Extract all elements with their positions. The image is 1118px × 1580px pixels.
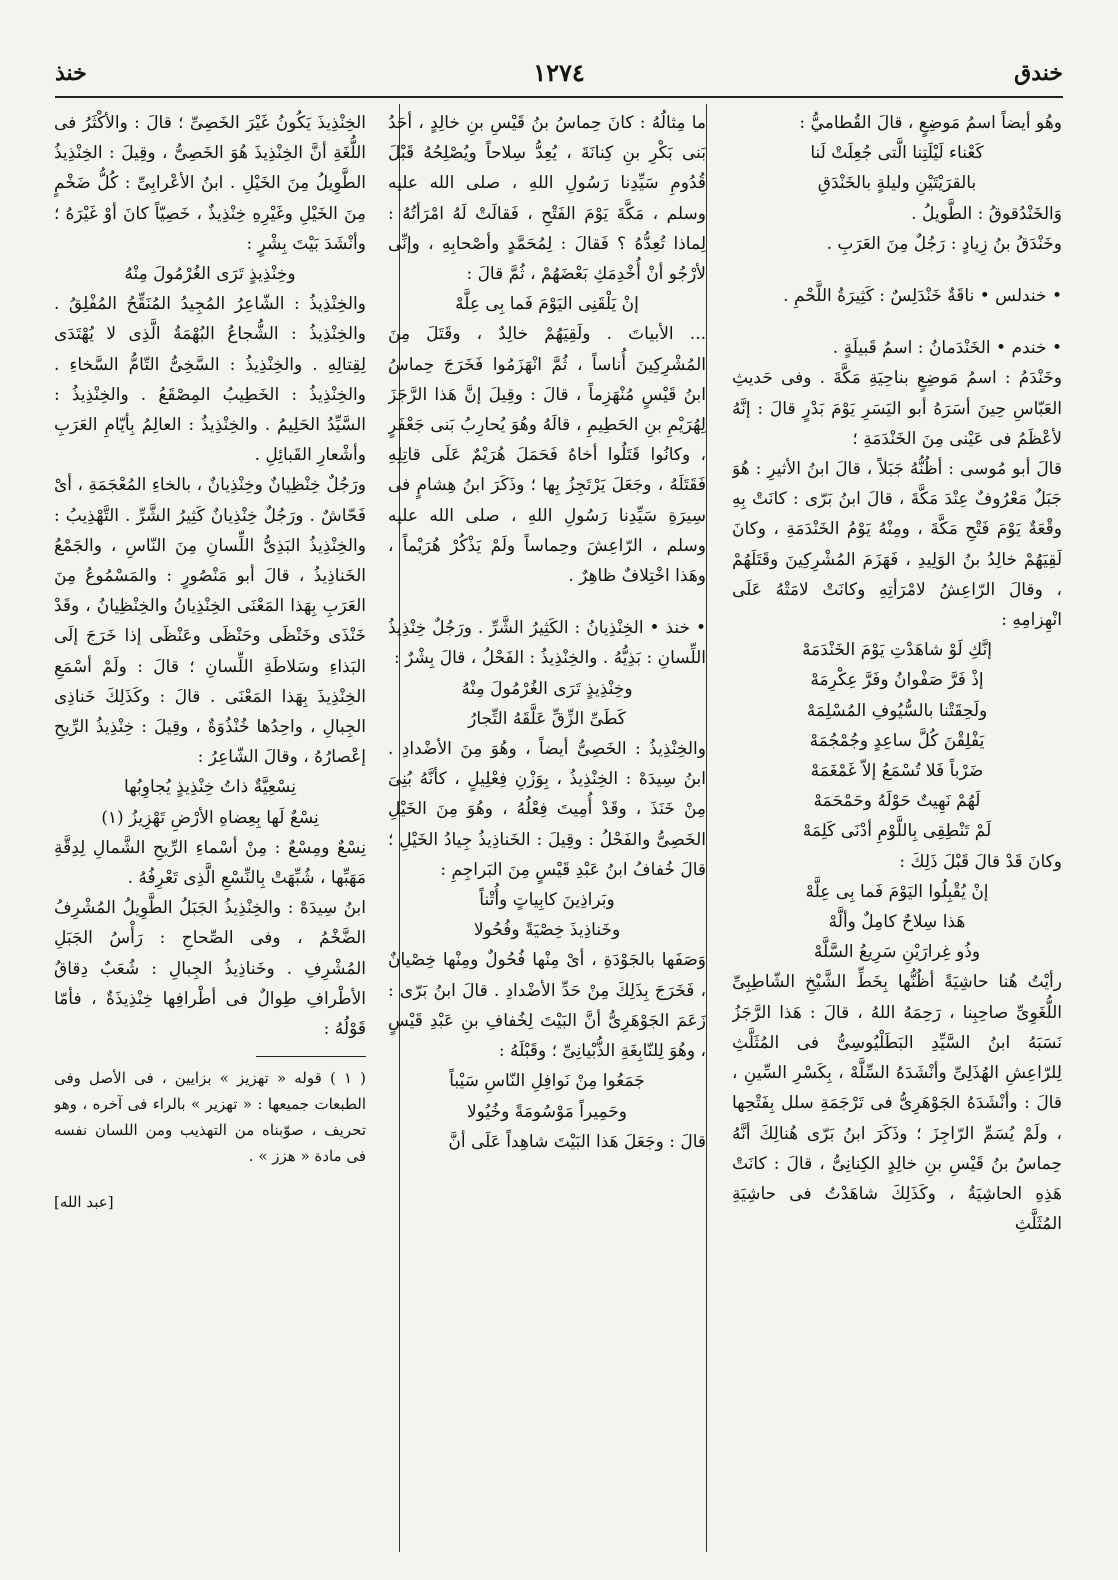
header-rule: [55, 96, 1063, 98]
text-paragraph: نِسْعٌ ومِسْعٌ : مِنْ أسْماءِ الرِّيحِ الشَّمالِ لِدِقَّةِ مَهَبِّها ، شُبِّهَتْ بِالنِّسْعِ الَّذِى تَعْرِفُهُ .: [54, 837, 366, 889]
column-middle: [388, 108, 706, 1552]
verse-line: إنَّكِ لَوْ شاهَدْتِ يَوْمَ الخَنْدَمَهْ: [802, 640, 992, 661]
header-left-word: خنذ: [55, 60, 87, 86]
entry-khanadh: • خنذ • الخِنْذِيانُ : الكَثِيرُ الشَّرِّ . ورَجُلٌ خِنْذِيذُ اللِّسانِ : بَذِيُّهُ . والخِنْذِيذُ : الفَحْلُ ، قالَ بِشْرٌ :: [388, 618, 706, 669]
text-paragraph: والخِنْذِيذُ : الخَصِىُّ أيضاً ، وهُوَ مِنَ الأضْدادِ . ابنُ سِيدَهْ : الخِنْذِيذُ ، بِوَزْنِ فِعْلِيلٍ ، كأنَّهُ بُنِىَ مِنْ خَنَذَ ، وقَدْ أُمِيتَ فِعْلُهُ ، وهُوَ مِنَ الخَيْلِ الخَصِىُّ والفَحْلُ : وقِيلَ : الخَناذِيذُ جِيادُ الخَيْلِ ؛ قالَ خُفافُ ابنُ عَبْدِ قَيْسٍ مِنَ البَراجِمِ :: [388, 739, 706, 880]
verse-line: هَذا سِلاحٌ كامِلٌ وألَّهْ: [828, 912, 966, 933]
text-paragraph: وَصَفَها بالجَوْدَةِ ، أىْ مِنْها فُحُولٌ ومِنْها خِصْيانٌ ، فَخَرَجَ بِذَلِكَ مِنْ حَدِّ الأضْدادِ . قالَ ابنُ بَرّى : زَعَمَ الجَوْهَرِىُّ أنَّ البَيْتَ لِخُفافِ بنِ عَبْدِ قَيْسٍ ، وهُوَ لِلنّابِغَةِ الذُّبْيانِىِّ ؛ وقَبْلَهُ :: [388, 950, 706, 1062]
text-line: قالَ : وجَعَلَ هَذا البَيْتَ شاهِداً عَلَى أنَّ: [448, 1131, 706, 1152]
text-paragraph: وخَنْدَمُ : اسمُ مَوضِعٍ بناحِيَةِ مَكَّةَ . وفى حَديثِ العَبّاسِ حِينَ أسَرَهُ أبو اليَسَرِ يَوْمَ بَدْرٍ قالَ : إنَّهُ لأعْظَمُ فى عَيْنى مِنَ الخَنْدَمَةِ ؛: [732, 368, 1062, 449]
verse-line: إنْ يُقْبِلُوا اليَوْمَ فَما بِى عِلَّهْ: [805, 881, 989, 902]
verse-line: إذْ فَرَّ صَفْوانُ وفَرَّ عِكْرِمَهْ: [810, 670, 984, 691]
text-line: وَالخَنْدُقوقُ : الطَّويلُ .: [911, 203, 1062, 224]
text-paragraph: ابنُ سِيدَهْ : والخِنْذِيذُ الجَبَلُ الطَّوِيلُ المُشْرِفُ الضَّخْمُ ، وفى الصِّحاحِ : رَأْسُ الجَبَلِ المُشْرِفِ . وخَناذِيذُ الجِبالِ : شُعَبٌ دِقاقُ الأطْرافِ طِوالٌ فى أطْرافِها خِنْذِيذَةٌ ، فأمّا قَوْلُهُ :: [54, 898, 366, 1040]
verse-line: وخِنْذِيذٍ تَرَى الغُرْمُولَ مِنْهُ: [461, 678, 633, 699]
header-right-word: خندق: [1014, 60, 1063, 86]
verse-line: بالقرَيْتَيْنِ وليلةٍ بالخَنْدَقِ: [817, 173, 977, 194]
text-paragraph: والخِنْذِيذُ : الشّاعِرُ المُجِيدُ المُنَقِّحُ المُفْلِقُ . والخِنْذِيذُ : الشُّجاعُ البُهْمَةُ الَّذِى لا يُهْتَدَى لِقِتالِهِ . والخِنْذِيذُ : السَّخِىُّ التّامُّ السَّخاءِ . والخِنْذِيذُ : الخَطِيبُ المِصْقَعُ . والخِنْذِيذُ : السَّيِّدُ الحَلِيمُ . والخِنْذِيذُ : العالِمُ بِأيّامِ العَرَبِ وأشْعارِ القَبائِلِ .: [54, 294, 366, 466]
verse-line: لَمْ تَنْطِقِى بِاللَّوْمِ أدْنَى كَلِمَهْ: [802, 821, 992, 842]
footnote-rule: [256, 1056, 366, 1057]
column-divider: [706, 104, 707, 1552]
text-paragraph: ... الأبياتَ . ولَقِيَهُمْ خالِدٌ ، وقَتَلَ مِنَ المُشْرِكِينَ أُناساً ، ثُمَّ انْهَزَمُوا فَخَرَجَ حِماسُ ابنُ قَيْسٍ مُنْهَزِماً ، قالَ : وقِيلَ إنَّ هَذا الرَّجَزَ لِهُرَيْمِ بنِ الحَطِيمِ ، قالَهُ وهُوَ يُحارِبُ بَنى جَعْفَرٍ ، وكانُوا قَتَلُوا أخاهُ فَحَمَلَ هُرَيْمٌ عَلَى قاتِلِهِ فَقَتَلَهُ ، وجَعَلَ يَرْتَجِزُ بِها ؛ وذَكَرَ ابنُ هِشامٍ فى سِيرَةِ سَيِّدِنا رَسُولِ اللهِ ، صلى الله عليه وسلم ، الرّاعِشَ وحِماساً ولَمْ يَذْكُرْ هُرَيْماً ، وهَذا اخْتِلافٌ ظاهِرٌ .: [388, 324, 706, 587]
verse-line: نِسْعِيَّةٌ ذاتُ خِنْذِيذٍ يُجاوِبُها: [124, 777, 296, 798]
text-line: وكانَ قَدْ قالَ قَبْلَ ذَلِكَ :: [899, 851, 1062, 872]
column-right: [732, 108, 1062, 1552]
verse-line: كَعْناء لَيْلَتِنا الَّتى جُعِلَتْ لَنا: [810, 143, 984, 164]
verse-line: وخِنْذِيذٍ تَرَى الغُرْمُولَ مِنْهُ: [124, 264, 296, 285]
footnote: ( ١ ) قوله « تهزيز » بزايين ، فى الأصل وفى الطبعات جميعها : « تهزير » بالراء فى آخره ، وهو تحريف ، صوّبناه من التهذيب ومن اللسان نفسه فى مادة « هزز » .: [54, 1069, 366, 1166]
verse-line: وذُو غِرارَيْنِ سَرِيعُ السَّلَّهْ: [813, 942, 981, 963]
verse-line: يَفْلِقْنَ كُلَّ ساعِدٍ وجُمْجُمَهْ: [809, 730, 985, 751]
text-paragraph: ورَجُلٌ خِنْظِيانٌ وخِنْذِيانٌ ، بالخاءِ المُعْجَمَةِ ، أىْ فَحّاشٌ . ورَجُلٌ خِنْذِيانٌ كَثِيرُ الشَّرِّ . التَّهْذِيبُ : والخِنْذِيذُ البَذِىُّ اللِّسانِ مِنَ النّاسِ ، والجَمْعُ الخَناذِيذُ ، قالَ أبو مَنْصُورٍ : والمَسْمُوعُ مِنَ العَرَبِ بِهَذا المَعْنَى الخِنْذِيانُ والخِنْظِيانُ ، وقَدْ خَنْذَى وخَنْظَى وحَنْظَى وعَنْظَى إذا خَرَجَ إلَى البَذاءِ وسَلاطَةِ اللِّسانِ ؛ قالَ : ولَمْ أسْمَعِ الخِنْذِيذَ بِهَذا المَعْنَى . قالَ : وكَذَلِكَ خَناذِى الجِبالِ ، واحِدُها خُنْذُوَةٌ ، وقِيلَ : خِنْذِيذُ الرِّيحِ إعْصارُهُ ، وقالَ الشّاعِرُ :: [54, 475, 366, 768]
verse-line: ولَحِقَتْنا بالسُّيُوفِ المُسْلِمَهْ: [806, 700, 988, 721]
verse-line: وخَناذِيذَ خِصْيَةً وفُحُولا: [473, 920, 621, 941]
page-number: ١٢٧٤: [533, 58, 585, 87]
verse-line: وحَمِيراً مَوْسُومَةً وخُيُولا: [466, 1101, 628, 1122]
verse-line: ضَرْباً فَلا تُسْمَعُ إلاّ غَمْغَمَهْ: [810, 761, 984, 782]
verse-line: جَمَعُوا مِنْ نَوافِلِ النّاسِ سَيْباً: [449, 1071, 645, 1092]
verse-line: إنْ يَلْقَنِى اليَوْمَ فَما بِى عِلَّهْ: [455, 294, 639, 315]
signature: [عبد الله]: [54, 1193, 114, 1212]
verse-line: لَهُمْ نَهِيتٌ حَوْلَهُ وحَمْحَمَهْ: [813, 791, 981, 812]
text-paragraph: قالَ أبو مُوسى : أظُنُّهُ جَبَلاً ، قالَ ابنُ الأثيرِ : هُوَ جَبَلٌ مَعْرُوفٌ عِنْدَ مَكَّةَ ، قالَ ابنُ بَرّى : كانَتْ بِهِ وقْعَةٌ يَوْمَ فَتْحِ مَكَّةَ ، ومِنْهُ يَوْمُ الخَنْدَمَةِ ، وكانَ لَقِيَهُمْ خالِدُ بنُ الوَلِيدِ ، فَهَزَمَ المُشْرِكِينَ وقَتَلَهُمْ ، وقالَ الرّاعِشُ لامْرَأتِهِ وكانَتْ لامَتْهُ عَلَى انْهِزامِهِ :: [732, 459, 1062, 631]
page-header: [55, 58, 1063, 98]
verse-line: وبَراذِينَ كابِياتٍ وأُتْناً: [479, 890, 615, 911]
text-paragraph: الخِنْذِيذَ يَكُونُ غَيْرَ الخَصِىِّ ؛ قالَ : والأكْثَرُ فى اللُّغَةِ أنَّ الخِنْذِيذَ هُوَ الخَصِىُّ ، وقِيلَ : الخِنْذِيذُ الطَّوِيلُ مِنَ الخَيْلِ . ابنُ الأعْرابِىِّ : كُلُّ ضَخْمٍ مِنَ الخَيْلِ وغَيْرِهِ خِنْذِيذٌ ، خَصِيّاً كانَ أوْ غَيْرَهُ ؛ وأنْشَدَ بَيْتَ بِشْرٍ :: [54, 113, 366, 254]
column-left: [54, 108, 366, 1552]
text-paragraph: رأيْتُ هُنا حاشِيَةً أظُنُّها بِخَطِّ الشَّيْخِ الشّاطِبِىِّ اللُّغَوِىِّ صاحِبِنا ، رَحِمَهُ اللهُ ، قالَ : هَذا الرَّجَزُ نَسَبَهُ ابنُ السَّيِّدِ البَطَلْيُوسِىُّ فى المُثَلَّثِ لِلرّاعِشِ الهُذَلِىِّ وأنْشَدَهُ السِّلَّهْ ، بِكَسْرِ السِّينِ ، قالَ : وأنْشَدَهُ الجَوْهَرِىُّ فى تَرْجَمَةِ سلل بِفَتْحِها ، ولَمْ يُسَمِّ الرّاجِزَ ؛ وذَكَرَ ابنُ بَرّى هُنالِكَ أنَّهُ حِماسُ بنُ قَيْسِ بنِ خالِدٍ الكِنانِىُّ ، قالَ : كانَتْ هَذِهِ الحاشِيَةُ ، وكَذَلِكَ شاهَدْتُ فى حاشِيَةِ المُثَلَّثِ: [732, 972, 1062, 1235]
entry-khandalis: • خندلس • ناقَةٌ خَنْدَلِسٌ : كَثِيرَةُ اللَّحْمِ .: [783, 286, 1062, 307]
text-paragraph: ما مِثالُهُ : كانَ حِماسُ بنُ قَيْسِ بنِ خالِدٍ ، أحَدُ بَنى بَكْرِ بنِ كِنانَةَ ، يُعِدُّ سِلاحاً ويُصْلِحُهُ قَبْلَ قُدُومِ سَيِّدِنا رَسُولِ اللهِ ، صلى الله عليه وسلم ، مَكَّةَ يَوْمَ الفَتْحِ ، فَقالَتْ لَهُ امْرَأتُهُ : لِماذا تُعِدُّهُ ؟ فَقالَ : لِمُحَمَّدٍ وأصْحابِهِ ، وإنِّى لأرْجُو أنْ أُخْدِمَكِ بَعْضَهُمْ ، ثُمَّ قالَ :: [388, 113, 706, 285]
verse-line: كَطَىِّ الزِّقِّ عَلَّقَهُ التِّجارُ: [468, 708, 626, 729]
verse-line: نِسْعٌ لَها بِعِضاهِ الأرْضِ تَهْزِيزُ (١): [101, 807, 319, 828]
text-line: وهُو أيضاً اسمُ مَوضِعٍ ، قالَ القُطاميُّ :: [799, 113, 1062, 133]
text-line: وخَنْدَقُ بنُ زِيادٍ : رَجُلٌ مِنَ العَرَبِ .: [826, 233, 1062, 254]
entry-khandam: • خندم • الخَنْدَمانُ : اسمُ قَبيلَةٍ .: [832, 338, 1062, 359]
